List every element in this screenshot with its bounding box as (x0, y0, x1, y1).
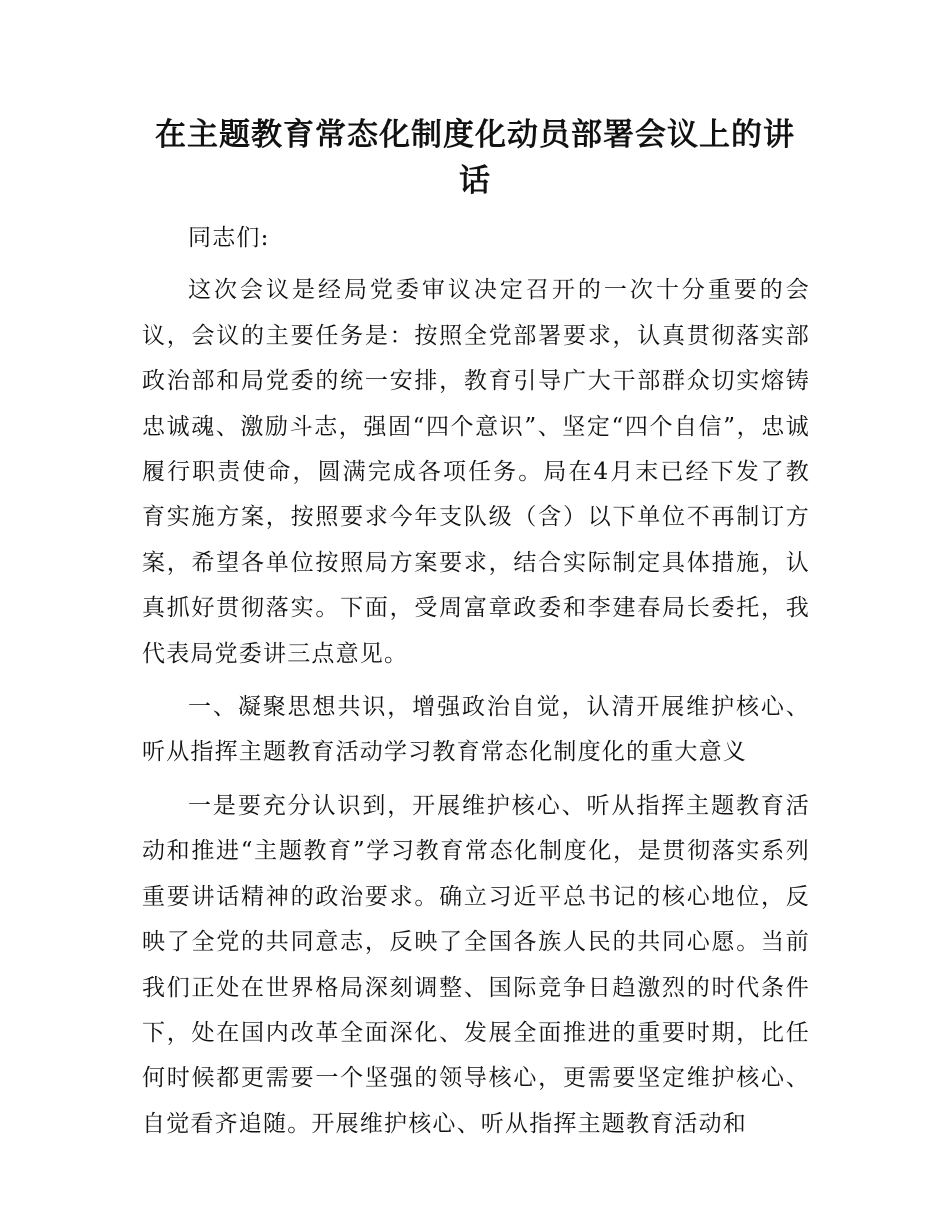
document-body (142, 216, 810, 1155)
paragraph-intro: 这次会议是经局党委审议决定召开的一次十分重要的会议，会议的主要任务是：按照全党部署要求，认真贯彻落实部政治部和局党委的统一安排，教育引导广大干部群众切实熔铸忠诚魂、激励斗志，强固“四个意识”、坚定“四个自信”，忠诚履行职责使命，圆满完成各项任务。局在4月末已经下发了教育实施方案，按照要求今年支队级（含）以下单位不再制订方案，希望各单位按照局方案要求，结合实际制定具体措施，认真抓好贯彻落实。下面，受周富章政委和李建春局长委托，我代表局党委讲三点意见。 (142, 277, 810, 667)
section-heading-1: 一、凝聚思想共识，增强政治自觉，认清开展维护核心、听从指挥主题教育活动学习教育常态化制度化的重大意义 (142, 694, 810, 766)
paragraph-point-1: 一是要充分认识到，开展维护核心、听从指挥主题教育活动和推进“主题教育”学习教育常态化制度化，是贯彻落实系列重要讲话精神的政治要求。确立习近平总书记的核心地位，反映了全党的共同意志，反映了全国各族人民的共同心愿。当前我们正处在世界格局深刻调整、国际竞争日趋激烈的时代条件下，处在国内改革全面深化、发展全面推进的重要时期，比任何时候都更需要一个坚强的领导核心，更需要坚定维护核心、自觉看齐追随。开展维护核心、听从指挥主题教育活动和 (142, 792, 810, 1137)
salutation: 同志们: (188, 225, 270, 251)
document-title: 在主题教育常态化制度化动员部署会议上的讲话 (155, 117, 795, 199)
